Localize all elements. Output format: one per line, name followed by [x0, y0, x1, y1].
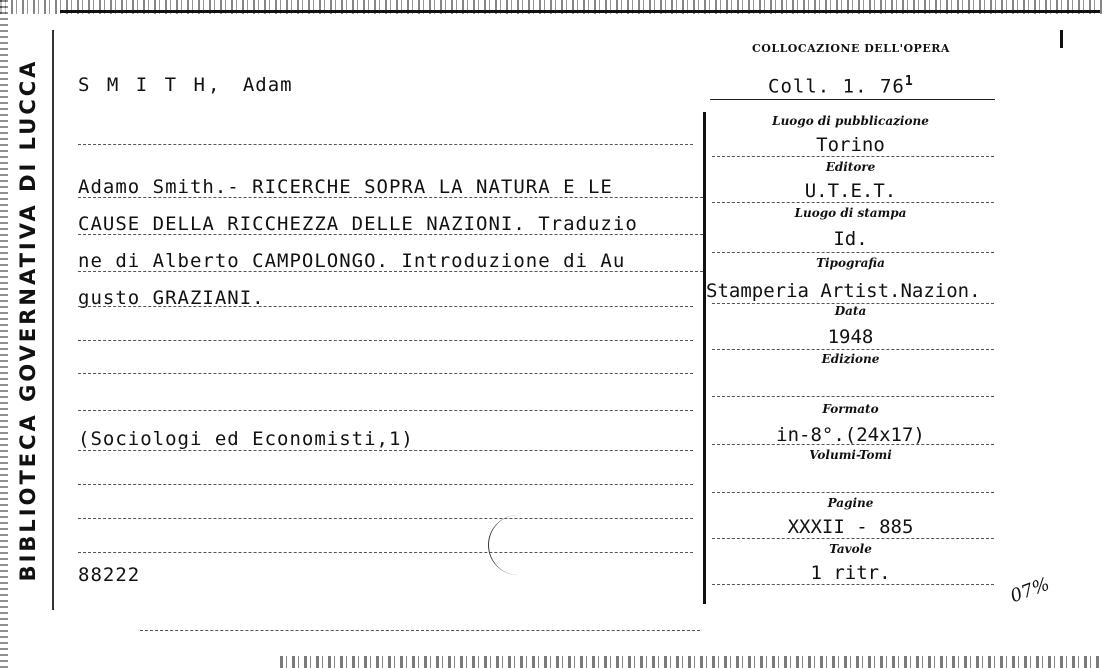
ruled-line	[712, 396, 994, 397]
field-value-plates: 1 ritr.	[810, 562, 891, 584]
library-stamp-text: BIBLIOTECA GOVERNATIVA DI LUCCA	[16, 58, 40, 582]
ruled-line	[712, 252, 994, 253]
field-label-volumes: Volumi-Tomi	[809, 448, 892, 462]
ruled-line	[712, 538, 994, 539]
ruled-line	[712, 202, 994, 203]
ruled-line	[78, 234, 703, 235]
field-label-date: Data	[834, 304, 867, 318]
ruled-line	[712, 349, 994, 350]
ruled-line	[78, 484, 693, 485]
ruled-line	[712, 444, 994, 445]
left-margin-rule	[52, 30, 54, 610]
field-value-format: in-8°.(24x17)	[776, 424, 925, 446]
ruled-line	[78, 340, 693, 341]
field-label-print-place: Luogo di stampa	[794, 206, 907, 220]
field-label-publisher: Editore	[825, 160, 876, 174]
ruled-line	[78, 271, 703, 272]
field-value-printer: Stamperia Artist.Nazion.	[706, 280, 981, 302]
scan-edge-bottom	[280, 656, 1100, 668]
author-heading	[78, 74, 293, 96]
field-label-place: Luogo di pubblicazione	[772, 114, 929, 128]
collocation-header: COLLOCAZIONE DELL'OPERA	[752, 42, 950, 55]
field-value-date: 1948	[827, 326, 874, 348]
collocation-superscript: 1	[904, 74, 914, 89]
ruled-line	[140, 630, 700, 631]
field-label-printer: Tipografia	[816, 256, 885, 270]
ruled-line	[78, 410, 693, 411]
field-value-place: Torino	[816, 134, 885, 156]
title-line-2: CAUSE DELLA RICCHEZZA DELLE NAZIONI. Traduzio	[78, 213, 638, 235]
ruled-line	[712, 492, 994, 493]
ruled-line	[78, 197, 703, 198]
ruled-line	[78, 144, 693, 145]
ruled-line	[78, 373, 693, 374]
author-separator: ,	[207, 74, 221, 96]
edge-mark	[1060, 30, 1063, 48]
scan-edge-left	[0, 0, 8, 668]
title-line-3: ne di Alberto CAMPOLONGO. Introduzione di Au	[78, 250, 626, 272]
details-box-border	[703, 112, 706, 604]
author-surname: S M I T H	[78, 74, 208, 96]
title-line-4: gusto GRAZIANI.	[78, 287, 265, 309]
ruled-line	[78, 306, 693, 307]
card-top-border	[60, 10, 1100, 13]
collocation-value	[768, 74, 914, 97]
field-value-pages: XXXII - 885	[787, 516, 914, 538]
field-label-pages: Pagine	[827, 496, 874, 510]
field-label-format: Formato	[822, 402, 879, 416]
title-line-1: Adamo Smith.- RICERCHE SOPRA LA NATURA E LE	[78, 176, 613, 198]
ruled-line	[712, 156, 994, 157]
pencil-mark	[488, 515, 529, 575]
collocation-number: Coll. 1. 76	[768, 75, 905, 98]
ruled-line	[712, 584, 994, 585]
handwritten-note: 07%	[1007, 573, 1053, 608]
author-given-name: Adam	[242, 74, 293, 96]
collocation-underline	[710, 99, 995, 100]
inventory-number: 88222	[78, 564, 141, 586]
ruled-line	[78, 518, 693, 519]
field-label-edition: Edizione	[821, 352, 880, 366]
field-label-plates: Tavole	[829, 542, 872, 556]
library-stamp	[10, 30, 46, 610]
ruled-line	[78, 450, 693, 451]
field-value-print-place: Id.	[833, 228, 868, 250]
ruled-line	[78, 552, 693, 553]
series-statement: (Sociologi ed Economisti,1)	[78, 428, 414, 450]
field-value-publisher: U.T.E.T.	[804, 180, 897, 202]
